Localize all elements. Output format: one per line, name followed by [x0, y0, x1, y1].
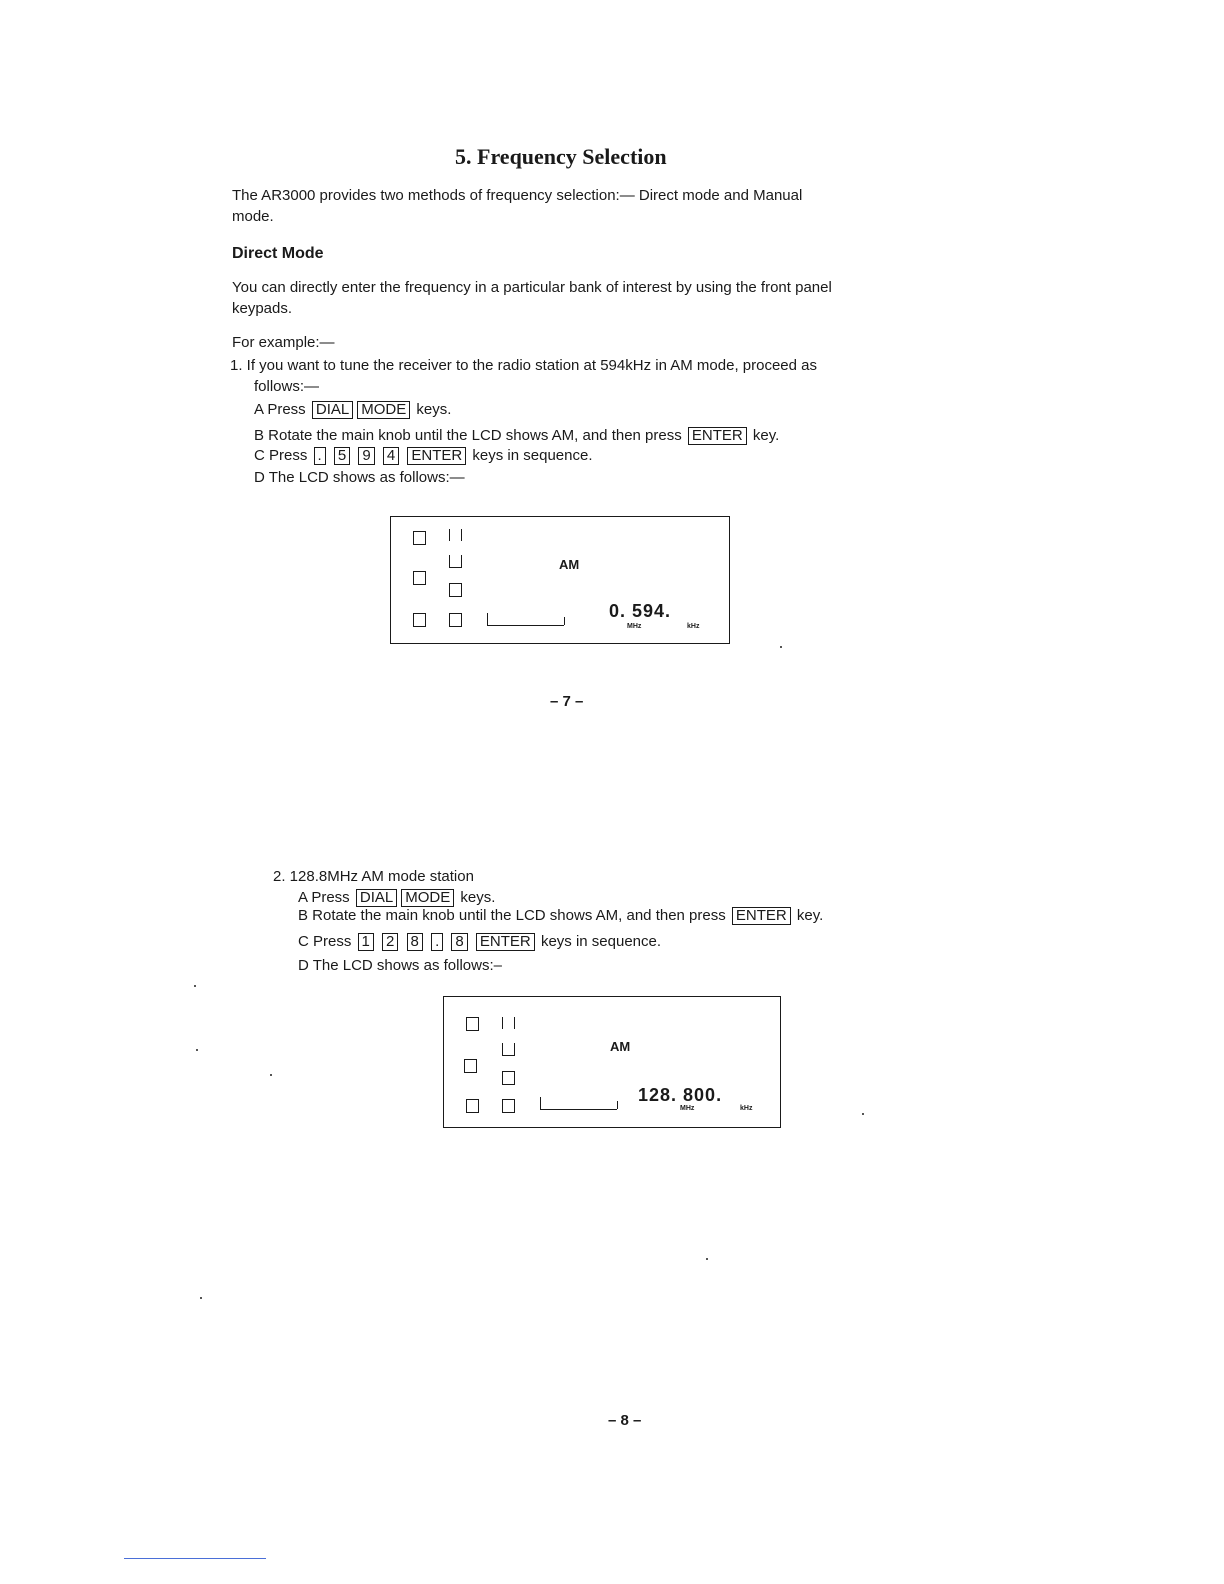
intro-text-line2: mode. [232, 208, 274, 225]
lcd-unit-mhz: MHz [627, 623, 642, 630]
key-dot: . [314, 447, 326, 465]
step-c [254, 447, 593, 465]
key-5: 5 [334, 447, 350, 465]
footer-rule [124, 1558, 266, 1559]
section-title: 5. Frequency Selection [455, 144, 667, 169]
lcd-segment [502, 1071, 515, 1085]
step-a [298, 889, 495, 907]
key-8: 8 [451, 933, 467, 951]
step-d: D The LCD shows as follows:— [254, 469, 465, 486]
scan-speck [706, 1258, 708, 1260]
lcd-frequency: 128. 800. [638, 1085, 723, 1105]
scan-speck [194, 985, 196, 987]
example1-line1: 1. If you want to tune the receiver to the radio station at 594kHz in AM mode, proceed as [230, 357, 817, 374]
lcd-display [443, 996, 781, 1128]
lcd-unit-khz: kHz [687, 623, 700, 630]
example1-line2: follows:— [254, 378, 320, 395]
lcd-segment [449, 529, 462, 541]
step-c-suffix: keys in sequence. [472, 447, 593, 464]
enter-key: ENTER [476, 933, 535, 951]
step-c-prefix: C Press [254, 447, 308, 464]
lcd-display [390, 516, 730, 644]
mode-key: MODE [357, 401, 410, 419]
mode-key: MODE [401, 889, 454, 907]
key-4: 4 [383, 447, 399, 465]
scan-speck [270, 1074, 272, 1076]
scan-speck [780, 646, 782, 648]
step-a-prefix: A Press [298, 889, 350, 906]
dial-key: DIAL [356, 889, 397, 907]
page-number: – 7 – [550, 693, 584, 710]
step-a-suffix: keys. [460, 889, 496, 906]
lcd-mode-text: AM [610, 1039, 631, 1054]
lcd-segment [449, 613, 462, 627]
enter-key: ENTER [732, 907, 791, 925]
direct-mode-text-line1: You can directly enter the frequency in a particular bank of interest by using the front panel [232, 279, 832, 296]
lcd-segment [502, 1099, 515, 1113]
lcd-bar [487, 613, 564, 626]
lcd-segment [466, 1099, 479, 1113]
lcd-mode-text: AM [559, 557, 580, 572]
key-9: 9 [358, 447, 374, 465]
lcd-segment [502, 1017, 515, 1029]
step-b-suffix: key. [752, 427, 780, 444]
lcd-unit-mhz: MHz [680, 1105, 695, 1112]
lcd-segment [413, 571, 426, 585]
key-8: 8 [407, 933, 423, 951]
lcd-unit-khz: kHz [740, 1105, 753, 1112]
example-label: For example:— [232, 334, 335, 351]
scan-speck [196, 1049, 198, 1051]
enter-key: ENTER [688, 427, 747, 445]
scan-speck [862, 1113, 864, 1115]
scan-speck [200, 1297, 202, 1299]
step-a-suffix: keys. [416, 401, 452, 418]
step-c [298, 933, 661, 951]
key-1: 1 [358, 933, 374, 951]
page-number: – 8 – [608, 1412, 642, 1429]
step-d: D The LCD shows as follows:– [298, 957, 502, 974]
step-b [254, 427, 779, 445]
step-b [298, 907, 823, 925]
lcd-bar [540, 1097, 617, 1110]
lcd-segment [413, 531, 426, 545]
lcd-segment [464, 1059, 477, 1073]
step-b-suffix: key. [796, 907, 824, 924]
lcd-segment [502, 1043, 515, 1056]
lcd-segment [449, 583, 462, 597]
key-dot: . [431, 933, 443, 951]
step-a [254, 401, 451, 419]
step-c-suffix: keys in sequence. [540, 933, 662, 950]
intro-text-line1: The AR3000 provides two methods of frequency selection:— Direct mode and Manual [232, 187, 803, 204]
lcd-segment [413, 613, 426, 627]
direct-mode-text-line2: keypads. [232, 300, 293, 317]
enter-key: ENTER [407, 447, 466, 465]
lcd-segment [466, 1017, 479, 1031]
direct-mode-heading: Direct Mode [232, 245, 324, 262]
dial-key: DIAL [312, 401, 353, 419]
step-a-prefix: A Press [254, 401, 306, 418]
example2-line1: 2. 128.8MHz AM mode station [273, 868, 474, 885]
step-c-prefix: C Press [298, 933, 352, 950]
step-b-text: B Rotate the main knob until the LCD shows AM, and then press [254, 427, 682, 444]
lcd-frequency: 0. 594. [609, 601, 672, 621]
key-2: 2 [382, 933, 398, 951]
step-b-text: B Rotate the main knob until the LCD shows AM, and then press [298, 907, 726, 924]
lcd-segment [449, 555, 462, 568]
